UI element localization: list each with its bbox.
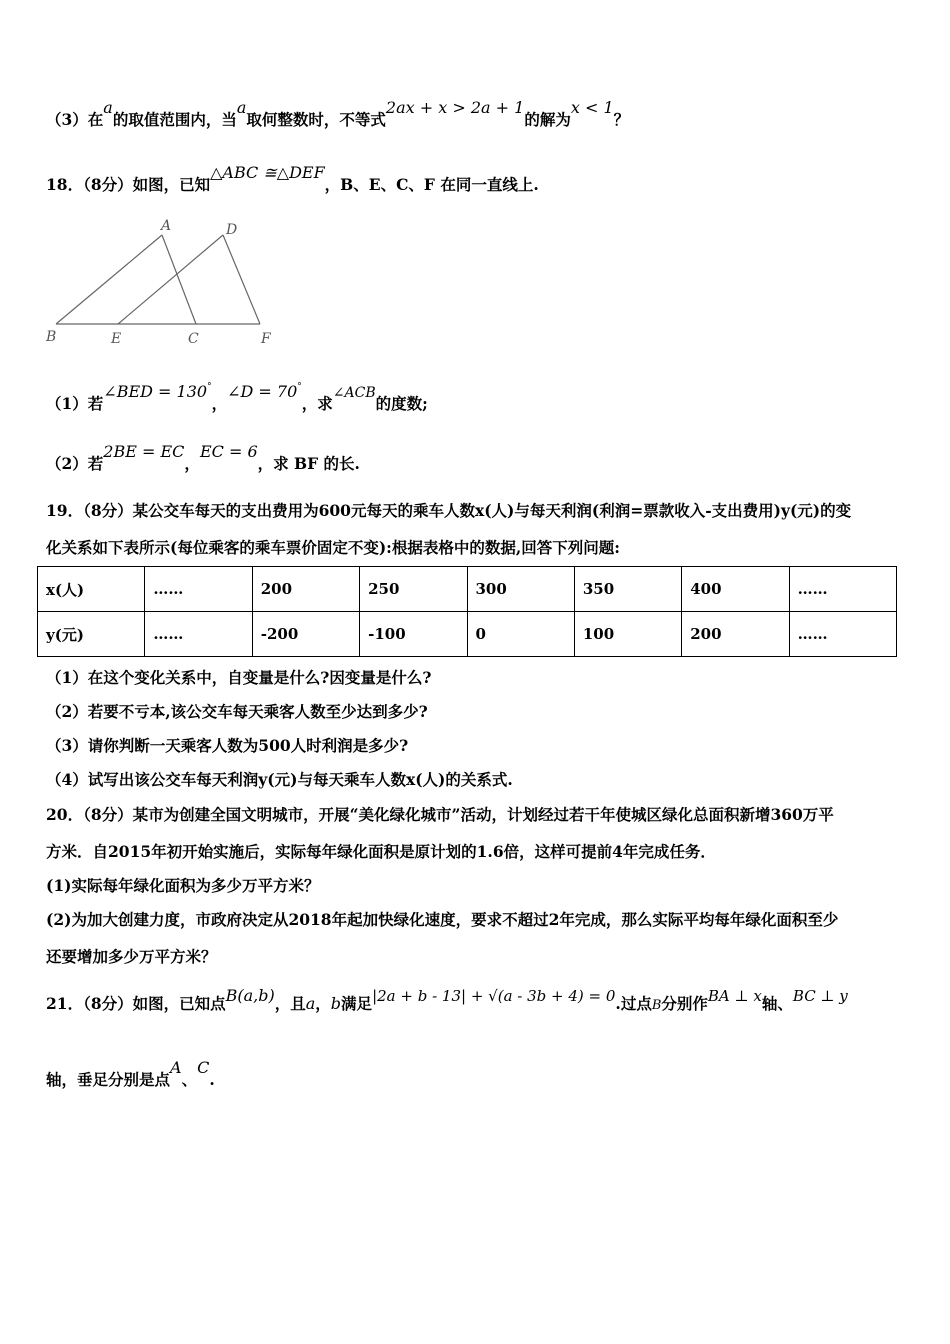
side-ba — [56, 235, 162, 324]
text: 轴，垂足分别是点 — [46, 1070, 171, 1089]
text: 21．（8分）如图，已知点 — [46, 994, 226, 1013]
text: 、 — [181, 1070, 198, 1089]
math-relation: 2BE = EC — [103, 442, 185, 461]
q20-part1: (1)实际每年绿化面积为多少万平方米？ — [46, 876, 320, 895]
text: 满足 — [341, 994, 373, 1013]
text: ，B、E、C、F 在同一直线上. — [324, 175, 539, 194]
text: ，求 — [301, 394, 333, 413]
math-inequality: 2ax + x > 2a + 1 — [385, 98, 525, 117]
data-table — [37, 566, 897, 657]
q21-stem-line1 — [46, 986, 848, 1014]
table-cell: 100 — [574, 612, 681, 657]
label-e: E — [111, 331, 122, 347]
math-point-a: A — [170, 1058, 182, 1077]
text: .过点 — [615, 994, 652, 1013]
label-d: D — [226, 222, 238, 238]
table-cell: 200 — [682, 612, 789, 657]
table-cell: -100 — [360, 612, 467, 657]
table-cell: -200 — [252, 612, 359, 657]
q21-stem-line2 — [46, 1058, 215, 1090]
math-congruence: △ABC ≅△DEF — [210, 163, 325, 182]
text: （1）若 — [46, 394, 104, 413]
table-cell: 0 — [467, 612, 574, 657]
text: ？ — [613, 110, 630, 129]
math-var: B — [651, 998, 662, 1013]
q20-part2-line2: 还要增加多少万平方米？ — [46, 947, 217, 966]
table-cell: 200 — [252, 567, 359, 612]
table-cell: …… — [145, 612, 252, 657]
q18-part1 — [46, 382, 428, 414]
math-point-b: B(a,b) — [225, 986, 275, 1005]
math-var: a — [103, 98, 113, 117]
label-c: C — [188, 331, 199, 347]
text: 18．（8分）如图，已知 — [46, 175, 211, 194]
text: 分别作 — [661, 994, 708, 1013]
label-b: B — [46, 329, 57, 345]
label-a: A — [161, 218, 172, 234]
text: 的取值范围内，当 — [112, 110, 237, 129]
q20-stem-line2: 方米．自2015年初开始实施后，实际每年绿化面积是原计划的1.6倍，这样可提前4年完成任务． — [46, 842, 716, 861]
math-var: b — [330, 994, 342, 1013]
table-cell: y(元) — [38, 612, 145, 657]
side-df — [223, 235, 260, 324]
degree-mark: ° — [297, 382, 302, 392]
math-solution: x < 1 — [570, 98, 614, 117]
text: 的解为 — [524, 110, 571, 129]
side-ac — [162, 235, 196, 324]
math-var: a — [236, 98, 247, 117]
table-cell: …… — [789, 612, 896, 657]
table-cell: 250 — [360, 567, 467, 612]
q19-part3: （3）请你判断一天乘客人数为500人时利润是多少? — [46, 736, 409, 755]
text: ，求 BF 的长. — [257, 454, 360, 473]
text: ， — [211, 394, 228, 413]
q18-stem — [46, 163, 539, 195]
side-ed — [118, 235, 223, 324]
table-cell: …… — [789, 567, 896, 612]
degree-mark: ° — [207, 382, 212, 392]
table-cell: 350 — [574, 567, 681, 612]
math-perpendicular: BC ⊥ y — [792, 987, 848, 1005]
text: ， — [315, 994, 331, 1013]
text: （3）在 — [46, 110, 104, 129]
q19-part4: （4）试写出该公交车每天利润y(元)与每天乘车人数x(人)的关系式. — [46, 770, 513, 789]
math-angle-bed: ∠BED = 130 — [103, 382, 208, 401]
text: . — [209, 1070, 215, 1089]
triangle-figure — [40, 215, 280, 350]
q19-part2: （2）若要不亏本,该公交车每天乘客人数至少达到多少? — [46, 702, 428, 721]
text: 轴、 — [761, 994, 793, 1013]
text: ， — [184, 454, 200, 473]
text: 的度数; — [375, 394, 428, 413]
table-row — [38, 567, 897, 612]
text: 取何整数时，不等式 — [246, 110, 386, 129]
label-f: F — [261, 331, 271, 347]
q19-stem-line1: 19．（8分）某公交车每天的支出费用为600元每天的乘车人数x(人)与每天利润(利润=票款收入-支出费用)y(元)的变 — [46, 501, 852, 520]
math-value: EC = 6 — [199, 442, 258, 461]
table-cell: 300 — [467, 567, 574, 612]
q18-part2 — [46, 442, 360, 474]
math-point-c: C — [197, 1058, 210, 1077]
math-angle-d: ∠D = 70 — [227, 382, 298, 401]
math-angle-acb: ∠ACB — [332, 385, 376, 401]
text: ，且 — [274, 994, 306, 1013]
text: （2）若 — [46, 454, 104, 473]
q20-stem-line1: 20．（8分）某市为创建全国文明城市，开展“美化绿化城市”活动，计划经过若干年使城区绿化总面积新增360万平 — [46, 805, 834, 824]
table-row — [38, 612, 897, 657]
q20-part2-line1: (2)为加大创建力度，市政府决定从2018年起加快绿化速度，要求不超过2年完成，那么实际平均每年绿化面积至少 — [46, 910, 839, 929]
math-equation: |2a + b - 13| + √(a - 3b + 4) = 0 — [372, 987, 616, 1005]
q19-stem-line2: 化关系如下表所示(每位乘客的乘车票价固定不变):根据表格中的数据,回答下列问题: — [46, 538, 621, 557]
math-var: a — [305, 994, 316, 1013]
table-cell: 400 — [682, 567, 789, 612]
table-cell: …… — [145, 567, 252, 612]
q19-part1: （1）在这个变化关系中，自变量是什么?因变量是什么? — [46, 668, 432, 687]
math-perpendicular: BA ⊥ x — [707, 987, 762, 1005]
q17-part3 — [46, 98, 630, 130]
table-cell: x(人) — [38, 567, 145, 612]
